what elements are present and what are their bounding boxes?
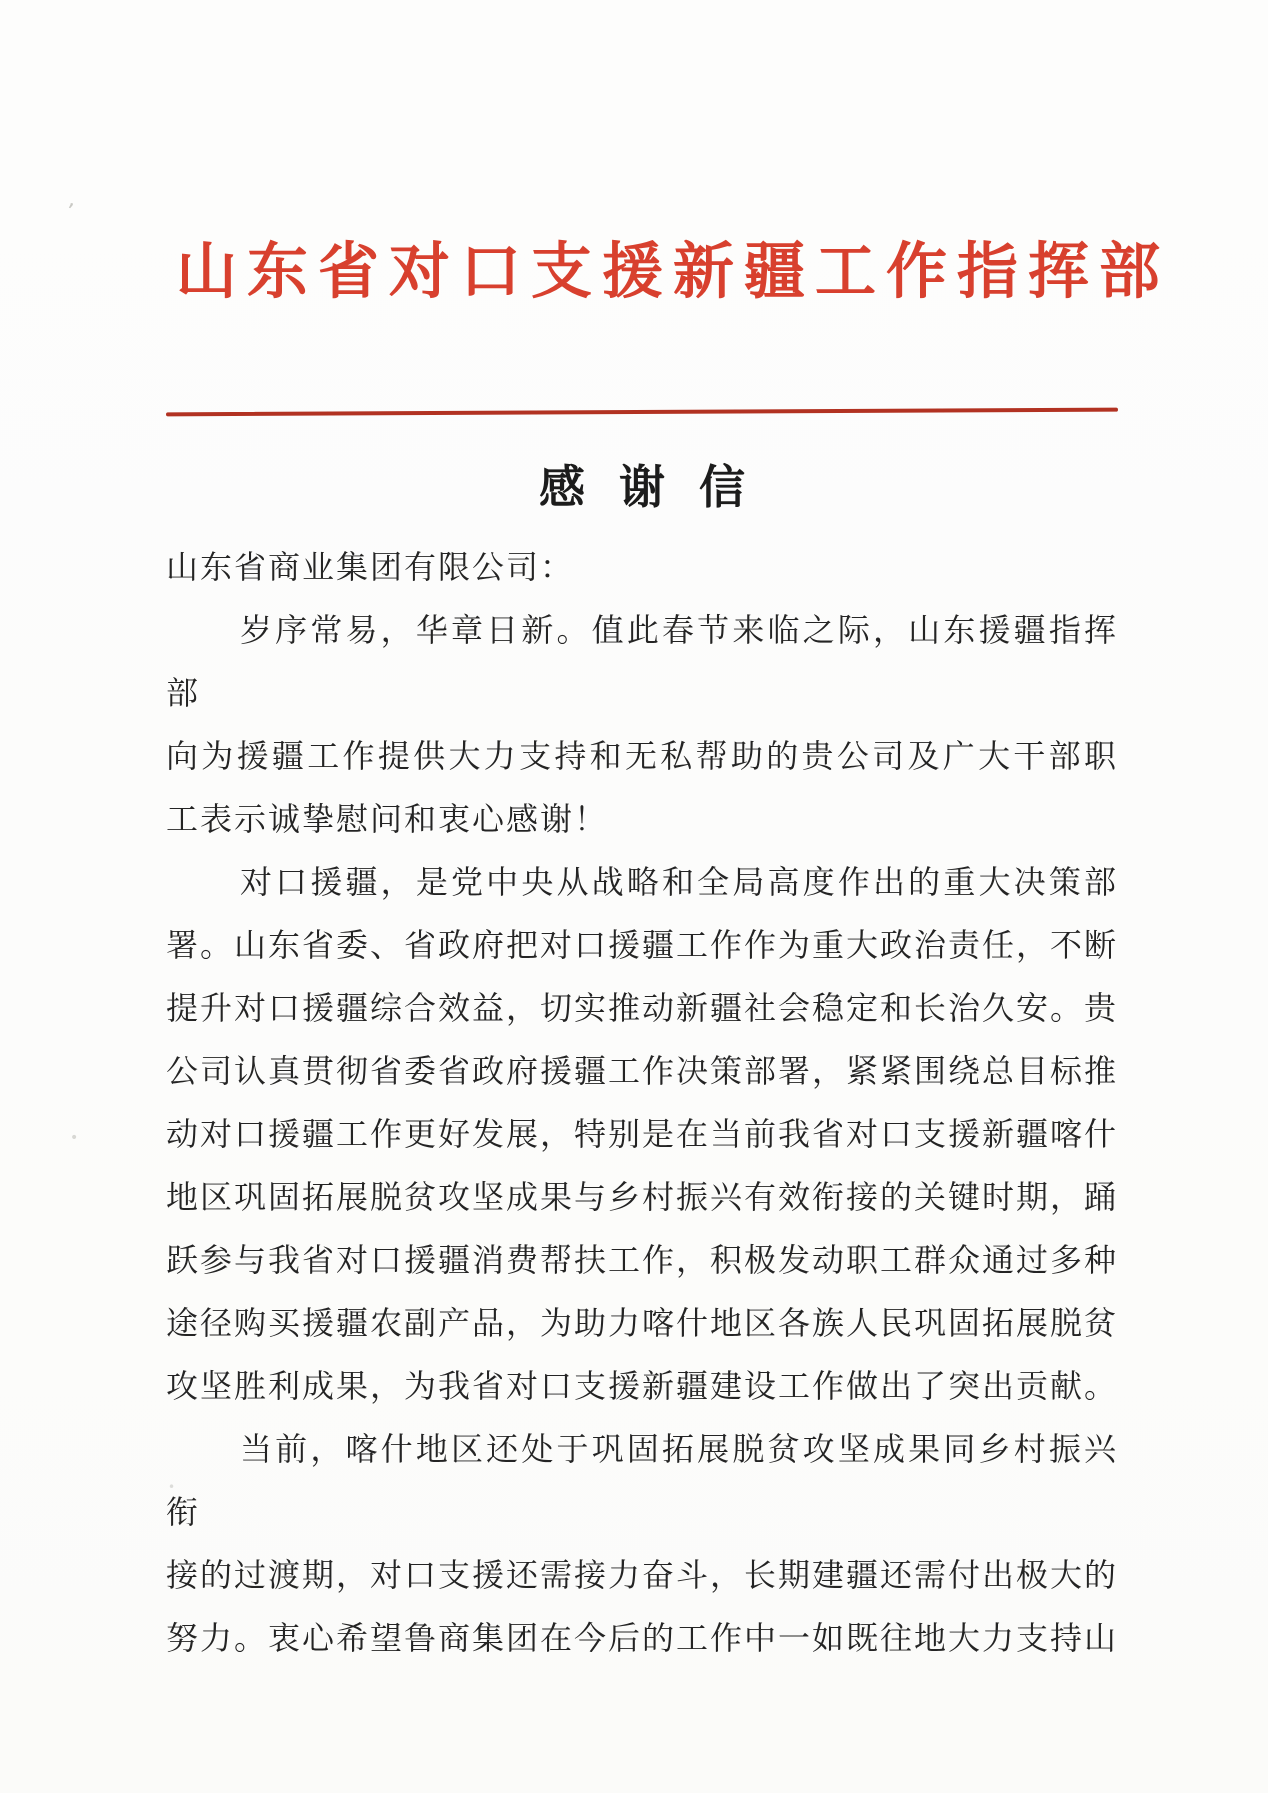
text-line: 攻坚胜利成果，为我省对口支援新疆建设工作做出了突出贡献。 [166, 1368, 1119, 1405]
text-line: 跃参与我省对口援疆消费帮扶工作，积极发动职工群众通过多种 [166, 1242, 1119, 1279]
letter-body [166, 599, 1118, 1670]
text-line: 努力。衷心希望鲁商集团在今后的工作中一如既往地大力支持山 [166, 1620, 1119, 1657]
body-paragraph [166, 599, 1118, 851]
text-line: 提升对口援疆综合效益，切实推动新疆社会稳定和长治久安。贵 [166, 990, 1119, 1027]
letterhead-title: 山东省对口支援新疆工作指挥部 [176, 237, 1171, 305]
scan-artifact: • [70, 1130, 79, 1146]
text-line: 工表示诚挚慰问和衷心感谢！ [166, 801, 609, 838]
body-paragraph [166, 851, 1118, 1418]
text-line: 途径购买援疆农副产品，为助力喀什地区各族人民巩固拓展脱贫 [166, 1305, 1119, 1342]
letterhead-divider [166, 408, 1118, 417]
text-line: 动对口援疆工作更好发展，特别是在当前我省对口支援新疆喀什 [166, 1116, 1119, 1153]
text-line: 对口援疆，是党中央从战略和全局高度作出的重大决策部 [240, 864, 1118, 901]
text-line: 向为援疆工作提供大力支持和无私帮助的贵公司及广大干部职 [166, 738, 1118, 775]
text-line: 岁序常易，华章日新。值此春节来临之际，山东援疆指挥部 [166, 612, 1118, 712]
scan-artifact: • [168, 1480, 176, 1494]
text-line: 当前，喀什地区还处于巩固拓展脱贫攻坚成果同乡村振兴衔 [166, 1431, 1118, 1531]
body-paragraph [166, 1418, 1118, 1670]
scan-artifact: ʼ [63, 199, 76, 226]
letter-body-block [166, 535, 1118, 1670]
text-line: 公司认真贯彻省委省政府援疆工作决策部署，紧紧围绕总目标推 [166, 1053, 1119, 1090]
text-line: 署。山东省委、省政府把对口援疆工作作为重大政治责任，不断 [166, 927, 1119, 964]
text-line: 地区巩固拓展脱贫攻坚成果与乡村振兴有效衔接的关键时期，踊 [166, 1179, 1119, 1216]
document-title: 感谢信 [539, 462, 779, 514]
text-line: 接的过渡期，对口支援还需接力奋斗，长期建疆还需付出极大的 [166, 1557, 1119, 1594]
salutation: 山东省商业集团有限公司： [166, 549, 575, 586]
